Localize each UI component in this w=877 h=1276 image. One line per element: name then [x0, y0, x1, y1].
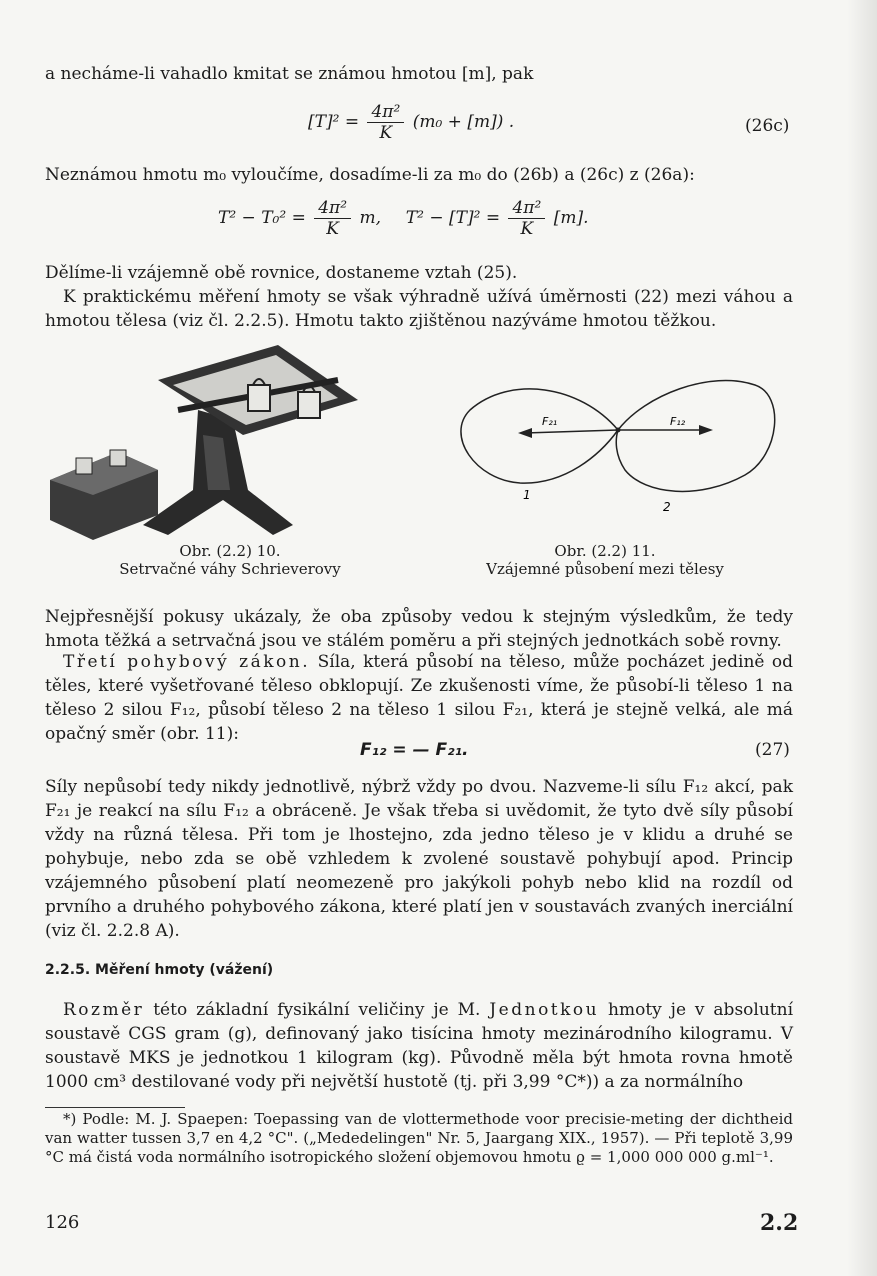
text-paragraph-weighing: K praktickému měření hmoty se však výhradně užívá úměrnosti (22) mezi váhou a hmotou tělesa (viz čl. 2.2.5). Hmotu takto zjištěnou nazýváme hmotou těžkou.	[45, 287, 793, 331]
text-line-3: Dělíme-li vzájemně obě rovnice, dostaneme vztah (25).	[45, 263, 518, 283]
eq2-numerator-2: 4π²	[508, 198, 545, 219]
eq27-number: (27)	[755, 740, 790, 760]
label-f21: F₂₁	[542, 415, 558, 428]
dimension-text-1: této základní fysikální veličiny je M.	[153, 1000, 481, 1020]
text-paragraph-action-reaction: Síly nepůsobí tedy nikdy jednotlivě, nýbrž vždy po dvou. Nazveme-li sílu F₁₂ akcí, pak F₂₁ je reakcí na sílu F₁₂ a obráceně. Je však třeba si uvědomit, že tyto dvě síly působí vždy na různá tělesa. Při tom je lhostejno, zda jedno těleso je v klidu a druhé se pohybuje, nebo zda se obě vzhledem k zvolené soustavě pohybují apod. Princip vzájemného působení platí neomezeně pro jakýkoli pohyb nebo klid na rozdíl od prvního a druhého pohybového zákona, které platí jen v soustavách zvaných inerciální (viz čl. 2.2.8 A).	[45, 777, 793, 941]
section-heading: 2.2.5. Měření hmoty (vážení)	[45, 962, 274, 978]
third-law-text: Síla, která působí na těleso, může pocházet jedině od těles, které vyšetřované těleso obklopují. Ze zkušenosti víme, že působí-li těleso 1 na těleso 2 silou F₁₂, působí těleso 2 na těleso 1 silou F₂₁, která je stejně velká, ale má opačný směr (obr. 11):	[45, 652, 794, 744]
eq2-rhs1: m,	[359, 208, 381, 228]
label-body-1: 1	[523, 488, 531, 502]
eq26c-lhs: [T]² =	[308, 112, 360, 132]
eq2-numerator-1: 4π²	[314, 198, 351, 219]
eq2-fraction-2	[508, 198, 545, 239]
balance-weight-2	[298, 392, 320, 418]
figure-mutual-interaction	[450, 375, 780, 515]
label-body-2: 2	[663, 500, 671, 514]
footnote-rule	[45, 1107, 185, 1108]
text-paragraph-dimension	[45, 998, 793, 1094]
figure-inertial-balance	[48, 340, 378, 540]
figure-11-caption-block	[450, 542, 760, 578]
force-f21-arrowhead	[518, 428, 532, 438]
eq2-lhs1: T² − T₀² =	[218, 208, 306, 228]
figure-10-caption-block	[85, 542, 375, 578]
body-2-outline	[616, 381, 774, 492]
page-edge-shadow	[847, 0, 877, 1276]
figure-11-caption: Vzájemné působení mezi tělesy	[486, 560, 724, 578]
figure-11-number: Obr. (2.2) 11.	[554, 542, 656, 560]
unit-lead: Jednotkou	[489, 1000, 600, 1020]
eq26c-denominator: K	[379, 123, 393, 143]
equation-27	[360, 740, 468, 760]
page-number: 126	[45, 1212, 80, 1233]
eq26c-numerator: 4π²	[367, 102, 404, 123]
equation-26c	[308, 102, 514, 143]
eq26c-fraction	[367, 102, 404, 143]
equation-pair	[218, 198, 589, 239]
dimension-text-2: hmoty je v absolutní soustavě CGS gram (g), definovaný jako tisícina hmoty mezinárodního kilogramu. V soustavě MKS je jednotkou 1 kilogram (kg). Původně měla být hmota rovna hmotě 1000 cm³ destilované vody při největší hustotě (tj. při 3,99 °C*)) a za normálního	[45, 1000, 794, 1092]
footnote: *) Podle: M. J. Spaepen: Toepassing van de vlottermethode voor precisie-meting der dichtheid van watter tussen 3,7 en 4,2 °C". („Mededelingen" Nr. 5, Jaargang XIX., 1957). — Při teplotě 3,99 °C má čistá voda normálního isotropického složení objemovou hmotu ϱ = 1,000 000 000 g.ml⁻¹.	[45, 1110, 793, 1166]
eq2-lhs2: T² − [T]² =	[405, 208, 501, 228]
force-f21-arrow	[525, 430, 618, 433]
text-line-1: a necháme-li vahadlo kmitat se známou hmotou [m], pak	[45, 64, 534, 84]
balance-weight-1	[248, 385, 270, 411]
dimension-lead: Rozměr	[63, 1000, 145, 1020]
box-weight-1	[76, 458, 92, 474]
eq2-fraction-1	[314, 198, 351, 239]
text-line-2: Neznámou hmotu m₀ vyloučíme, dosadíme-li za m₀ do (26b) a (26c) z (26a):	[45, 165, 695, 185]
section-number: 2.2	[760, 1210, 799, 1236]
text-paragraph-third-law	[45, 650, 793, 746]
force-f12-arrowhead	[699, 425, 713, 435]
text-paragraph-results: Nejpřesnější pokusy ukázaly, že oba způsoby vedou k stejným výsledkům, že tedy hmota těžká a setrvačná jsou ve stálém poměru a při stejných jednotkách sobě rovny.	[45, 607, 793, 651]
eq2-rhs2: [m].	[553, 208, 589, 228]
body-1-outline	[461, 389, 618, 483]
eq2-denominator-2: K	[520, 219, 534, 239]
eq27-expression: F₁₂ = — F₂₁.	[360, 740, 469, 760]
third-law-heading: Třetí pohybový zákon.	[63, 652, 311, 672]
eq26c-number: (26c)	[745, 116, 790, 136]
box-weight-2	[110, 450, 126, 466]
eq26c-rhs: (m₀ + [m]) .	[412, 112, 515, 132]
figure-10-number: Obr. (2.2) 10.	[179, 542, 281, 560]
figure-10-caption: Setrvačné váhy Schrieverovy	[119, 560, 341, 578]
eq2-denominator-1: K	[326, 219, 339, 239]
label-f12: F₁₂	[670, 415, 686, 428]
